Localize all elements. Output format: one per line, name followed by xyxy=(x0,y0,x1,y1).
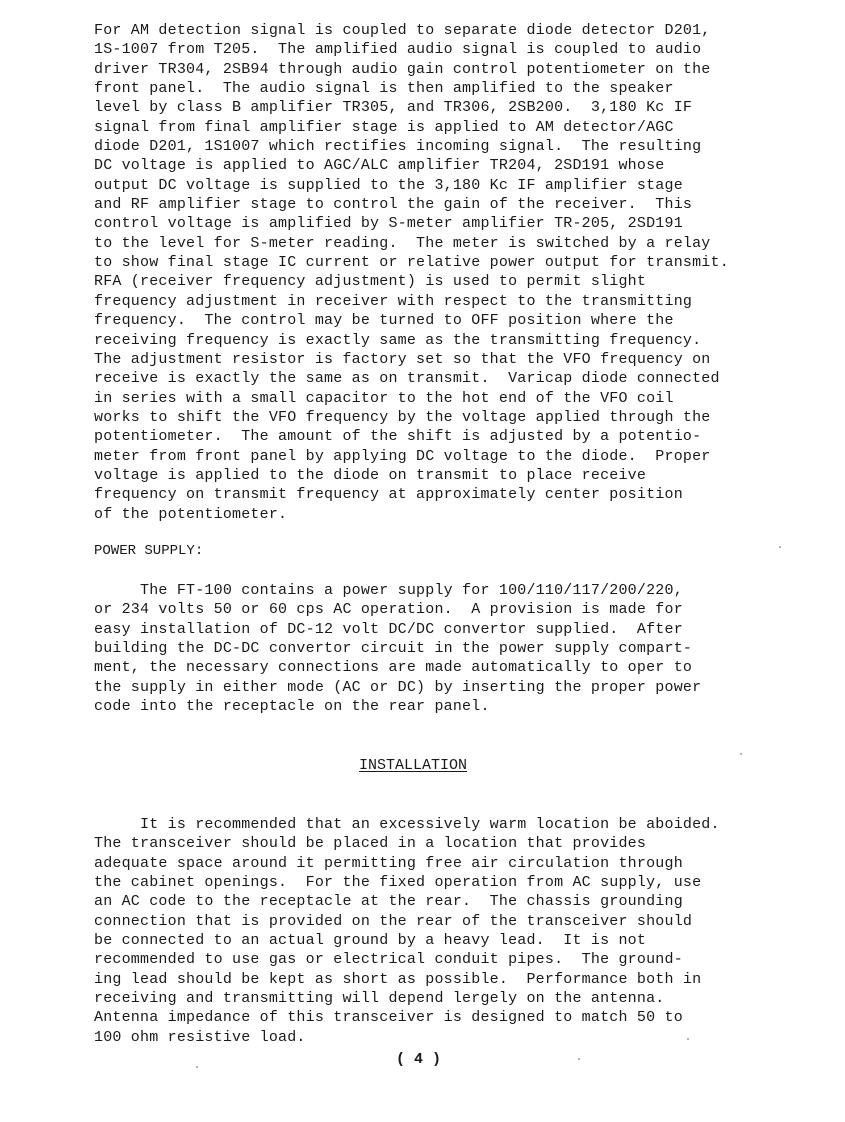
text-line: or 234 volts 50 or 60 cps AC operation. A provision is made for xyxy=(94,601,683,619)
text-line: ment, the necessary connections are made automatically to oper to xyxy=(94,659,693,677)
text-line: meter from front panel by applying DC voltage to the diode. Proper xyxy=(94,447,711,465)
text-line: code into the receptacle on the rear panel. xyxy=(94,698,490,716)
text-line: frequency. The control may be turned to OFF position where the xyxy=(94,312,674,330)
text-line: easy installation of DC-12 volt DC/DC convertor supplied. After xyxy=(94,620,683,638)
section-heading-power-supply: POWER SUPPLY: xyxy=(94,543,204,559)
text-line: For AM detection signal is coupled to separate diode detector D201, xyxy=(94,22,711,39)
text-line: of the potentiometer. xyxy=(94,505,288,523)
text-line: to the level for S-meter reading. The meter is switched by a relay xyxy=(94,234,711,252)
scan-speck xyxy=(779,546,781,548)
text-line: adequate space around it permitting free air circulation through xyxy=(94,854,683,872)
text-line: driver TR304, 2SB94 through audio gain control potentiometer on the xyxy=(94,60,711,78)
paragraph-am-detection xyxy=(94,21,729,524)
page-number: ( 4 ) xyxy=(396,1051,442,1068)
paragraph-power-supply xyxy=(94,581,701,716)
text-line: receiving and transmitting will depend lergely on the antenna. xyxy=(94,990,665,1008)
text-line: ing lead should be kept as short as possible. Performance both in xyxy=(94,970,702,988)
text-line: level by class B amplifier TR305, and TR306, 2SB200. 3,180 Kc IF xyxy=(94,99,693,117)
text-line: diode D201, 1S1007 which rectifies incoming signal. The resulting xyxy=(94,138,702,156)
scan-speck xyxy=(687,1038,689,1040)
text-line: signal from final amplifier stage is applied to AM detector/AGC xyxy=(94,118,674,136)
text-line: frequency adjustment in receiver with respect to the transmitting xyxy=(94,292,693,310)
text-line: RFA (receiver frequency adjustment) is used to permit slight xyxy=(94,273,647,291)
text-line: voltage is applied to the diode on transmit to place receive xyxy=(94,466,647,484)
text-line: 1S-1007 from T205. The amplified audio signal is coupled to audio xyxy=(94,41,702,59)
text-line: 100 ohm resistive load. xyxy=(94,1028,306,1046)
text-line: frequency on transmit frequency at approximately center position xyxy=(94,486,683,504)
scan-speck xyxy=(740,753,742,755)
section-heading-installation: INSTALLATION xyxy=(359,757,468,774)
text-line: recommended to use gas or electrical conduit pipes. The ground- xyxy=(94,951,683,969)
text-line: control voltage is amplified by S-meter amplifier TR-205, 2SD191 xyxy=(94,215,683,233)
scan-speck xyxy=(196,1066,198,1068)
text-line: works to shift the VFO frequency by the voltage applied through the xyxy=(94,408,711,426)
text-line: potentiometer. The amount of the shift is adjusted by a potentio- xyxy=(94,428,702,446)
text-line: the supply in either mode (AC or DC) by inserting the proper power xyxy=(94,678,702,696)
scan-speck xyxy=(578,1058,580,1060)
text-line: to show final stage IC current or relative power output for transmit. xyxy=(94,254,729,272)
text-line: The adjustment resistor is factory set so that the VFO frequency on xyxy=(94,350,711,368)
text-line: in series with a small capacitor to the hot end of the VFO coil xyxy=(94,389,674,407)
text-line: The FT-100 contains a power supply for 100/110/117/200/220, xyxy=(94,582,683,599)
text-line: It is recommended that an excessively warm location be aboided. xyxy=(94,816,720,833)
text-line: and RF amplifier stage to control the gain of the receiver. This xyxy=(94,196,693,214)
text-line: the cabinet openings. For the fixed operation from AC supply, use xyxy=(94,874,702,892)
text-line: receiving frequency is exactly same as the transmitting frequency. xyxy=(94,331,702,349)
text-line: receive is exactly the same as on transmit. Varicap diode connected xyxy=(94,370,720,388)
text-line: DC voltage is applied to AGC/ALC amplifier TR204, 2SD191 whose xyxy=(94,157,665,175)
paragraph-installation xyxy=(94,815,720,1047)
text-line: an AC code to the receptacle at the rear. The chassis grounding xyxy=(94,893,683,911)
text-line: The transceiver should be placed in a location that provides xyxy=(94,835,647,853)
text-line: output DC voltage is supplied to the 3,180 Kc IF amplifier stage xyxy=(94,176,683,194)
text-line: be connected to an actual ground by a heavy lead. It is not xyxy=(94,932,647,950)
text-line: connection that is provided on the rear of the transceiver should xyxy=(94,912,693,930)
text-line: building the DC-DC convertor circuit in the power supply compart- xyxy=(94,640,693,658)
text-line: Antenna impedance of this transceiver is designed to match 50 to xyxy=(94,1009,683,1027)
text-line: front panel. The audio signal is then amplified to the speaker xyxy=(94,80,674,98)
